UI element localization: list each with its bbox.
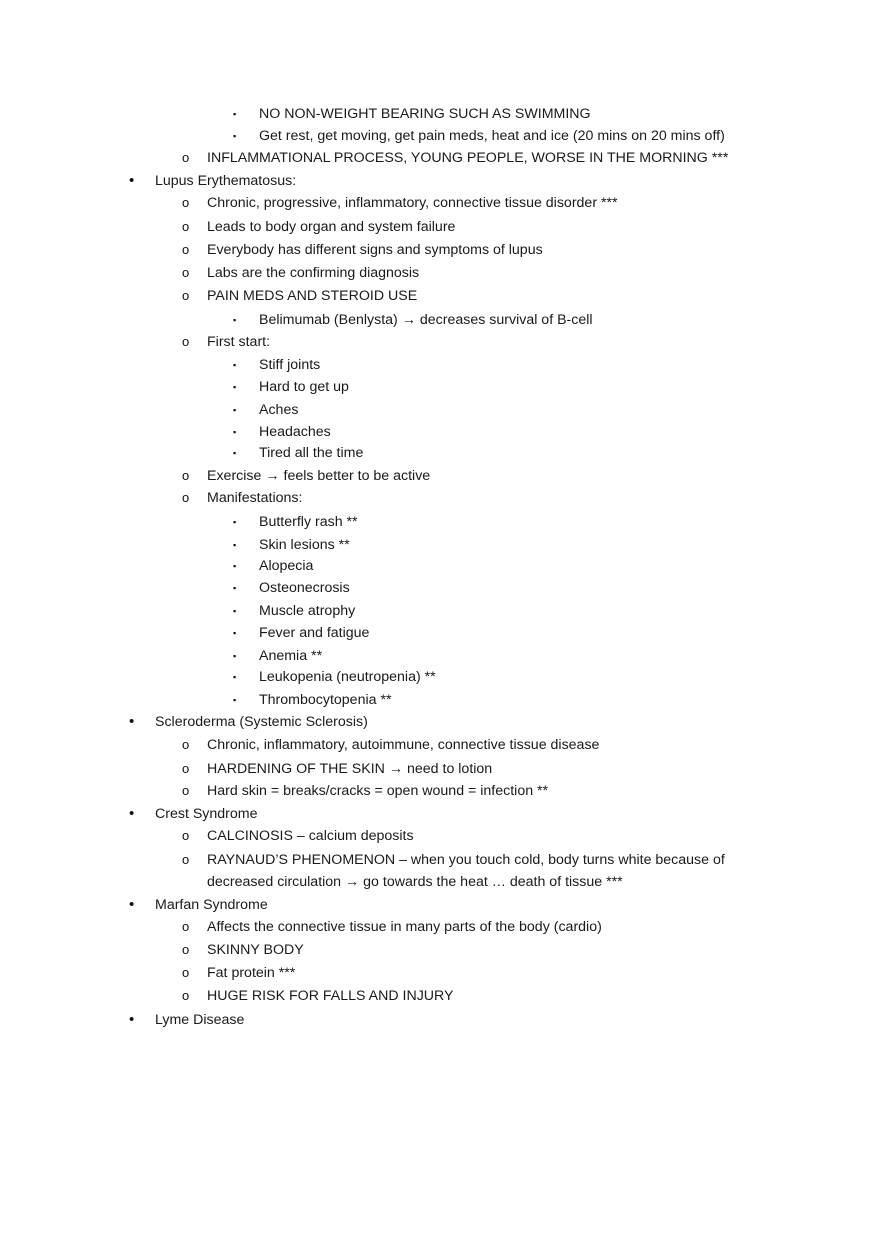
bullet-square: ▪ xyxy=(233,628,237,638)
bullet-square: ▪ xyxy=(233,651,237,661)
list-item: HUGE RISK FOR FALLS AND INJURY xyxy=(207,988,454,1004)
bullet-square: ▪ xyxy=(233,315,237,325)
bullet-circle: o xyxy=(182,965,190,980)
bullet-square: ▪ xyxy=(233,360,237,370)
list-item: Tired all the time xyxy=(259,445,364,461)
bullet-circle: o xyxy=(182,919,190,934)
arrow-right-icon: → xyxy=(388,761,404,777)
bullet-circle: o xyxy=(182,195,190,210)
bullet-circle: o xyxy=(182,150,190,165)
section-heading: Marfan Syndrome xyxy=(155,897,268,913)
bullet-square: ▪ xyxy=(233,695,237,705)
arrow-right-icon: → xyxy=(345,874,360,890)
list-item: Anemia ** xyxy=(259,648,323,664)
bullet-circle: o xyxy=(182,828,190,843)
list-item: HARDENING OF THE SKIN → need to lotion xyxy=(207,761,493,777)
list-item: Alopecia xyxy=(259,558,314,574)
list-item: Leads to body organ and system failure xyxy=(207,219,456,235)
bullet-square: ▪ xyxy=(233,131,237,141)
list-item: Labs are the confirming diagnosis xyxy=(207,265,420,281)
bullet-circle: o xyxy=(182,761,190,776)
list-item: Hard to get up xyxy=(259,379,349,395)
list-item: Everybody has different signs and symptoms of lupus xyxy=(207,242,543,258)
list-item: Fat protein *** xyxy=(207,965,296,981)
bullet-square: ▪ xyxy=(233,517,237,527)
bullet-circle: o xyxy=(182,242,190,257)
list-item: First start: xyxy=(207,334,271,350)
list-item: Chronic, inflammatory, autoimmune, connective tissue disease xyxy=(207,737,600,753)
list-item: Manifestations: xyxy=(207,490,303,506)
list-item: Muscle atrophy xyxy=(259,603,356,619)
list-item: Belimumab (Benlysta) → decreases survival of B-cell xyxy=(259,312,593,328)
bullet-square: ▪ xyxy=(233,405,237,415)
list-item: RAYNAUD’S PHENOMENON – when you touch cold, body turns white because of xyxy=(207,852,725,868)
list-item: Get rest, get moving, get pain meds, heat and ice (20 mins on 20 mins off) xyxy=(259,128,725,144)
list-item: Headaches xyxy=(259,424,331,440)
list-item: Thrombocytopenia ** xyxy=(259,692,392,708)
list-item: Skin lesions ** xyxy=(259,537,350,553)
list-item: Stiff joints xyxy=(259,357,321,373)
list-item-continuation: decreased circulation → go towards the heat … death of tissue *** xyxy=(207,874,623,890)
bullet-circle: o xyxy=(182,265,190,280)
bullet-dot: • xyxy=(129,713,135,730)
bullet-square: ▪ xyxy=(233,561,237,571)
list-item: CALCINOSIS – calcium deposits xyxy=(207,828,414,844)
list-item: Hard skin = breaks/cracks = open wound = infection ** xyxy=(207,783,549,799)
section-heading: Crest Syndrome xyxy=(155,806,258,822)
bullet-circle: o xyxy=(182,942,190,957)
bullet-square: ▪ xyxy=(233,606,237,616)
bullet-circle: o xyxy=(182,737,190,752)
bullet-dot: • xyxy=(129,896,135,913)
list-item: Aches xyxy=(259,402,299,418)
list-item: Osteonecrosis xyxy=(259,580,350,596)
bullet-circle: o xyxy=(182,468,190,483)
arrow-right-icon: → xyxy=(401,312,416,328)
list-item: NO NON-WEIGHT BEARING SUCH AS SWIMMING xyxy=(259,106,591,122)
section-heading: Lupus Erythematosus: xyxy=(155,173,297,189)
bullet-square: ▪ xyxy=(233,672,237,682)
bullet-circle: o xyxy=(182,988,190,1003)
list-item: Fever and fatigue xyxy=(259,625,370,641)
bullet-square: ▪ xyxy=(233,448,237,458)
bullet-circle: o xyxy=(182,490,190,505)
section-heading: Lyme Disease xyxy=(155,1012,245,1028)
list-item: SKINNY BODY xyxy=(207,942,304,958)
bullet-circle: o xyxy=(182,219,190,234)
bullet-circle: o xyxy=(182,334,190,349)
list-item: INFLAMMATIONAL PROCESS, YOUNG PEOPLE, WORSE IN THE MORNING *** xyxy=(207,150,729,166)
list-item: Exercise → feels better to be active xyxy=(207,468,431,484)
bullet-dot: • xyxy=(129,172,135,189)
section-heading: Scleroderma (Systemic Sclerosis) xyxy=(155,714,368,730)
bullet-circle: o xyxy=(182,288,190,303)
bullet-square: ▪ xyxy=(233,427,237,437)
bullet-square: ▪ xyxy=(233,382,237,392)
list-item: PAIN MEDS AND STEROID USE xyxy=(207,288,418,304)
bullet-square: ▪ xyxy=(233,109,237,119)
bullet-circle: o xyxy=(182,852,190,867)
arrow-right-icon: → xyxy=(265,468,280,484)
bullet-square: ▪ xyxy=(233,540,237,550)
bullet-dot: • xyxy=(129,1011,135,1028)
list-item: Chronic, progressive, inflammatory, connective tissue disorder *** xyxy=(207,195,618,211)
bullet-square: ▪ xyxy=(233,583,237,593)
list-item: Leukopenia (neutropenia) ** xyxy=(259,669,436,685)
list-item: Affects the connective tissue in many parts of the body (cardio) xyxy=(207,919,602,935)
bullet-circle: o xyxy=(182,783,190,798)
list-item: Butterfly rash ** xyxy=(259,514,358,530)
bullet-dot: • xyxy=(129,805,135,822)
